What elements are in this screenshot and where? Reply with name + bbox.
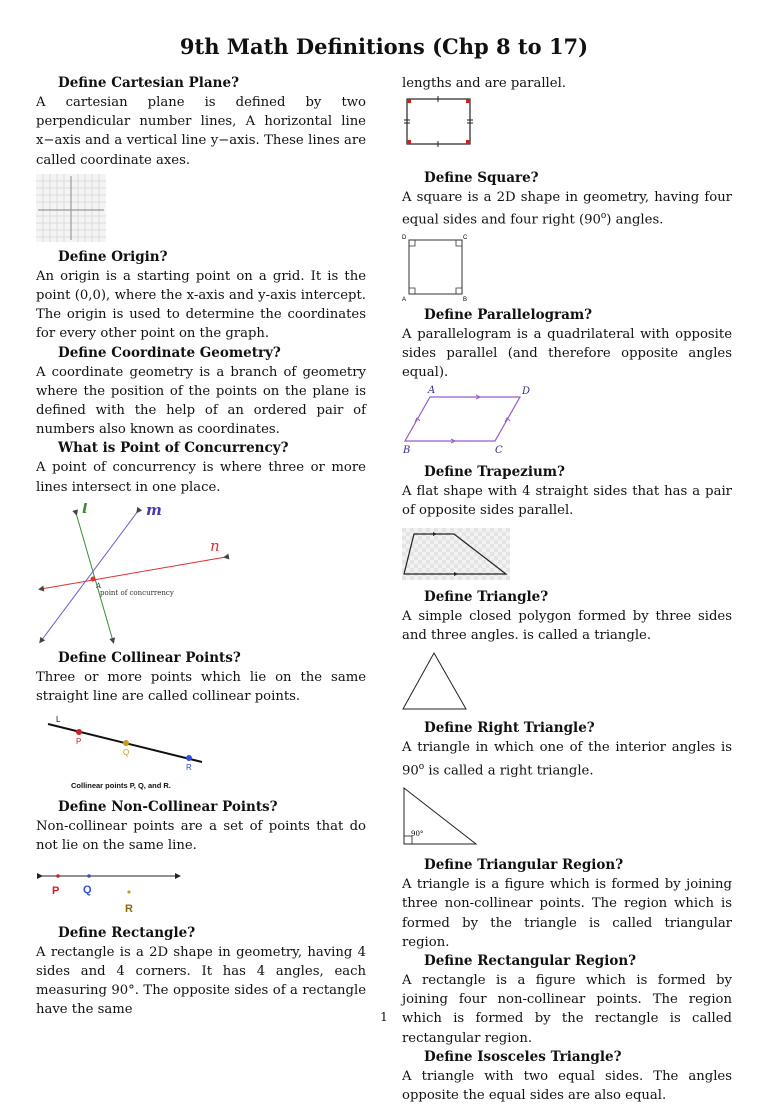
section-square — [402, 169, 732, 302]
section-rectangle — [36, 924, 366, 1020]
right-column — [402, 74, 732, 1105]
cartesian-grid-figure — [36, 174, 106, 242]
rectangle-figure — [402, 95, 476, 151]
section-body: A flat shape with 4 straight sides that has a pair of opposite sides parallel. — [402, 483, 732, 518]
label-l: l — [82, 502, 88, 517]
label-caption: point of concurrency — [100, 588, 174, 597]
collinear-figure — [36, 712, 216, 794]
section-point-of-concurrency — [36, 439, 366, 644]
page-title: 9th Math Definitions (Chp 8 to 17) — [179, 34, 589, 59]
section-body: A coordinate geometry is a branch of geometry where the position of the points on the plane is defined with the help of an ordered pair of numbers also known as coordinates. — [36, 364, 366, 438]
section-heading: Define Triangle? — [424, 589, 549, 606]
section-coordinate-geometry — [36, 344, 366, 440]
parallelogram-figure — [402, 385, 542, 457]
label-l: L — [56, 715, 61, 725]
label-m: m — [146, 502, 162, 519]
section-body: A rectangle is a figure which is formed by joining four non-collinear points. The region which is formed by the rectangle is called rectangular region. — [402, 973, 732, 1046]
section-body: A cartesian plane is defined by two perpendicular number lines, A horizontal line x−axis and a vertical line y−axis. These lines are called coordinate axes. — [36, 95, 366, 168]
section-heading: Define Isosceles Triangle? — [424, 1048, 622, 1065]
section-body: Three or more points which lie on the same straight line are called collinear points. — [36, 669, 366, 705]
left-column — [36, 74, 366, 1019]
section-body-continued: lengths and are parallel. — [402, 76, 566, 91]
section-rectangular-region — [402, 952, 732, 1048]
section-heading: Define Parallelogram? — [424, 307, 593, 323]
section-heading: Define Rectangle? — [58, 924, 196, 941]
label-n: n — [210, 536, 220, 555]
collinear-caption: Collinear points P, Q, and R. — [71, 781, 171, 791]
label-q: Q — [123, 748, 130, 758]
label-b: B — [403, 444, 411, 456]
section-triangular-region — [402, 856, 732, 952]
section-collinear-points — [36, 649, 366, 794]
label-a: A — [428, 384, 436, 396]
point-p — [76, 729, 82, 735]
line-m — [41, 511, 138, 641]
point-a — [91, 576, 96, 581]
square-figure — [402, 232, 472, 302]
section-heading: Define Right Triangle? — [424, 720, 595, 737]
point-p — [56, 874, 60, 878]
section-origin — [36, 248, 366, 344]
label-d: D — [522, 385, 531, 397]
section-isosceles-triangle — [402, 1048, 732, 1105]
section-body: A parallelogram is a quadrilateral with opposite sides parallel (and therefore opposite angles equal). — [402, 327, 732, 381]
section-body: A rectangle is a 2D shape in geometry, having 4 sides and 4 corners. It has 4 angles, each measuring 90°. The opposite sides of a rectangle have the same — [36, 944, 366, 1018]
label-a: A — [96, 581, 102, 590]
section-triangle — [402, 588, 732, 713]
section-heading: Define Square? — [424, 170, 539, 187]
label-q: Q — [83, 883, 92, 896]
concurrency-figure — [36, 503, 236, 645]
label-a: A — [402, 297, 407, 302]
section-cartesian-plane — [36, 74, 366, 242]
point-q — [87, 874, 91, 878]
right-angle-label: 90° — [411, 830, 424, 839]
section-body: A triangle in which one of the interior angles is 90$^o$ is called a right triangle. — [402, 740, 732, 779]
point-q — [123, 740, 129, 746]
section-heading: Define Non-Collinear Points? — [58, 799, 278, 816]
label-b: B — [463, 297, 468, 302]
label-r: R — [125, 902, 133, 915]
section-heading: Define Origin? — [58, 248, 168, 265]
section-right-triangle — [402, 719, 732, 848]
non-collinear-figure — [36, 868, 196, 924]
section-body: A triangle with two equal sides. The angles opposite the equal sides are also equal. — [402, 1068, 732, 1104]
section-body: Non-collinear points are a set of points that do not lie on the same line. — [36, 819, 366, 854]
right-triangle-figure — [402, 786, 482, 848]
label-c: C — [495, 444, 503, 456]
section-body: A simple closed polygon formed by three sides and three angles. is called a triangle. — [402, 609, 732, 644]
label-d: D — [402, 235, 407, 241]
point-r — [127, 890, 130, 893]
label-p: P — [76, 737, 82, 747]
page-number: 1 — [380, 1010, 388, 1024]
label-c: C — [463, 235, 468, 241]
section-non-collinear-points — [36, 798, 366, 923]
triangle-figure — [402, 651, 472, 713]
section-heading: What is Point of Concurrency? — [58, 440, 289, 457]
section-heading: Define Triangular Region? — [424, 857, 624, 874]
section-body: A point of concurrency is where three or more lines intersect in one place. — [36, 460, 366, 495]
section-body: A square is a 2D shape in geometry, having four equal sides and four right (90$^o$) angles. — [402, 190, 732, 228]
section-heading: Define Collinear Points? — [58, 649, 241, 666]
section-rectangle-continued — [402, 74, 732, 151]
point-r — [186, 755, 192, 761]
section-heading: Define Trapezium? — [424, 463, 565, 480]
section-trapezium — [402, 463, 732, 580]
section-body: A triangle is a figure which is formed by joining three non-collinear points. The region which is formed by the triangle is called triangular region. — [402, 877, 732, 950]
label-r: R — [186, 763, 192, 773]
label-p: P — [52, 884, 60, 897]
section-heading: Define Rectangular Region? — [424, 953, 637, 970]
line-n — [41, 557, 226, 589]
section-parallelogram — [402, 306, 732, 457]
section-heading: Define Cartesian Plane? — [58, 75, 239, 91]
section-body: An origin is a starting point on a grid. It is the point (0,0), where the x-axis and y-axis intercept. The origin is used to determine the coordinates for every other point on the graph. — [36, 268, 366, 342]
section-heading: Define Coordinate Geometry? — [58, 344, 281, 361]
trapezium-figure — [402, 528, 510, 580]
